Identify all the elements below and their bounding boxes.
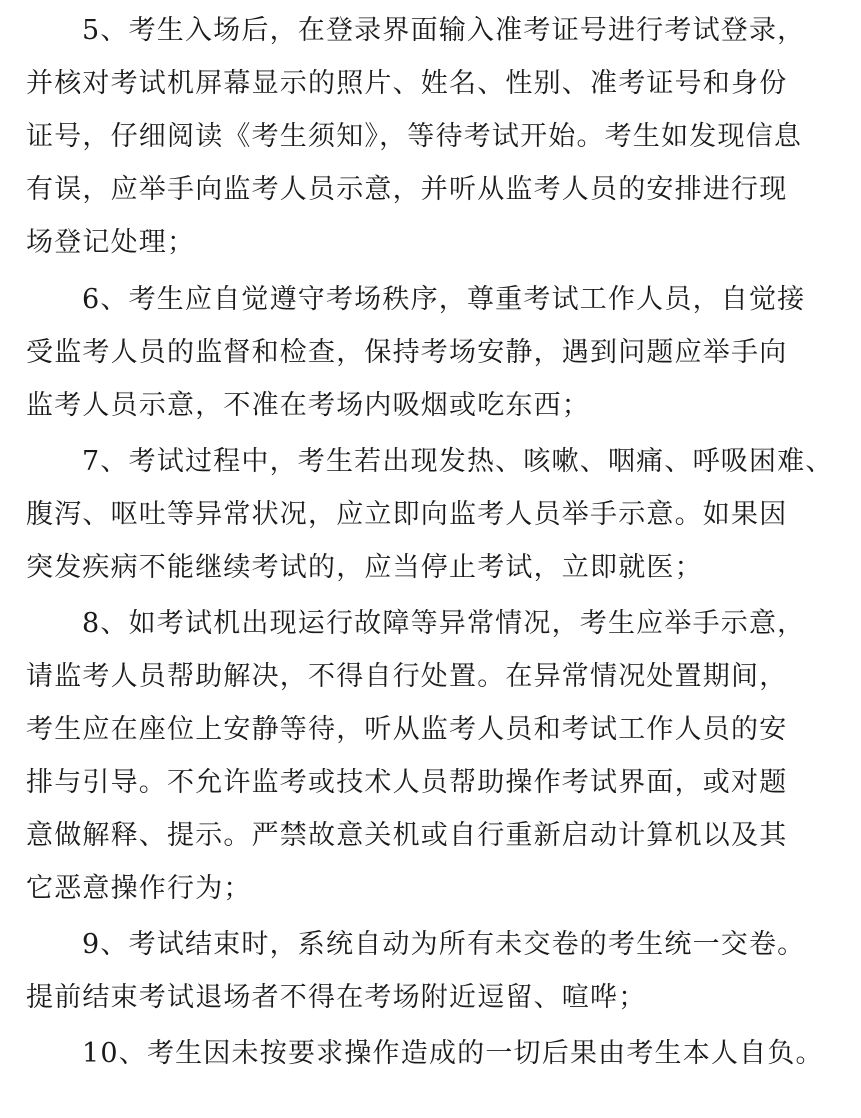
paragraph-8-line-3: 考生应在座位上安静等待，听从监考人员和考试工作人员的安 <box>26 714 788 745</box>
paragraph-8-line-5: 意做解释、提示。严禁故意关机或自行重新启动计算机以及其 <box>26 820 788 851</box>
paragraph-6-line-1: 6、考生应自觉遵守考场秩序，尊重考试工作人员，自觉接 <box>82 284 806 315</box>
paragraph-9-line-1: 9、考试结束时，系统自动为所有未交卷的考生统一交卷。 <box>82 929 806 960</box>
paragraph-5-line-3: 证号，仔细阅读《考生须知》，等待考试开始。考生如发现信息 <box>26 121 803 152</box>
paragraph-5-line-2: 并核对考试机屏幕显示的照片、姓名、性别、准考证号和身份 <box>26 68 788 99</box>
paragraph-8-line-6: 它恶意操作行为； <box>26 873 252 904</box>
paragraph-8-line-1: 8、如考试机出现运行故障等异常情况，考生应举手示意， <box>82 608 806 639</box>
paragraph-7-line-1: 7、考试过程中，考生若出现发热、咳嗽、咽痛、呼吸困难、 <box>82 446 834 477</box>
paragraph-8-line-2: 请监考人员帮助解决，不得自行处置。在异常情况处置期间， <box>26 661 788 692</box>
paragraph-6-line-3: 监考人员示意，不准在考场内吸烟或吃东西； <box>26 390 590 421</box>
paragraph-6-line-2: 受监考人员的监督和检查，保持考场安静，遇到问题应举手向 <box>26 337 788 368</box>
paragraph-7-line-3: 突发疾病不能继续考试的，应当停止考试，立即就医； <box>26 552 703 583</box>
paragraph-9-line-2: 提前结束考试退场者不得在考场附近逗留、喧哗； <box>26 982 647 1013</box>
paragraph-7-line-2: 腹泻、呕吐等异常状况，应立即向监考人员举手示意。如果因 <box>26 499 788 530</box>
paragraph-8-line-4: 排与引导。不允许监考或技术人员帮助操作考试界面，或对题 <box>26 767 788 798</box>
paragraph-5-line-5: 场登记处理； <box>26 227 196 258</box>
paragraph-10-line-1: 10、考生因未按要求操作造成的一切后果由考生本人自负。 <box>82 1038 824 1069</box>
paragraph-5-line-4: 有误，应举手向监考人员示意，并听从监考人员的安排进行现 <box>26 174 788 205</box>
paragraph-5-line-1: 5、考生入场后，在登录界面输入准考证号进行考试登录， <box>82 15 806 46</box>
